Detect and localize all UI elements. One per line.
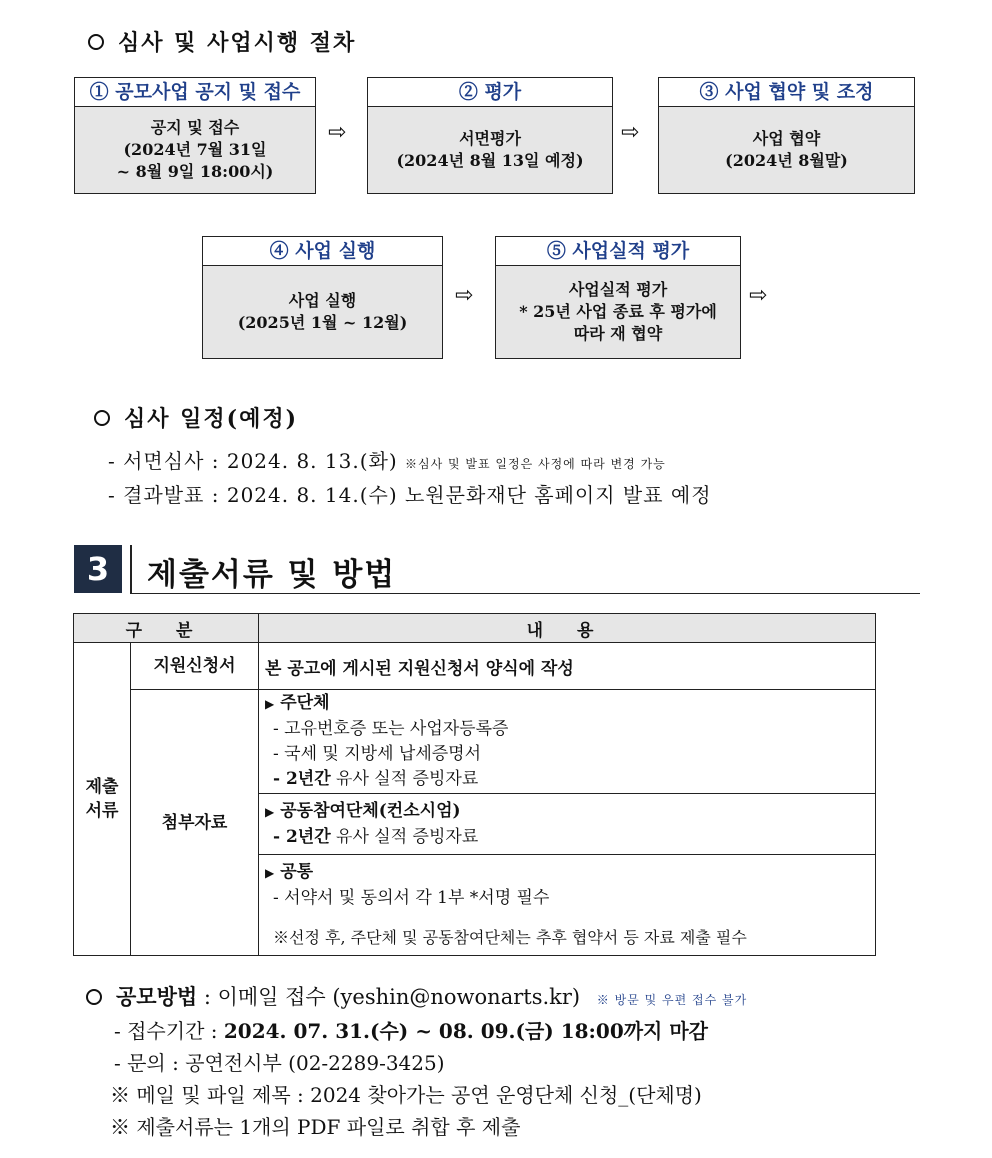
step-3 bbox=[658, 77, 915, 194]
schedule-item-document: - 서면심사 : 2024. 8. 13.(화) ※심사 및 발표 일정은 사정에 따라 변경 가능 bbox=[108, 449, 666, 473]
section-title: 제출서류 및 방법 bbox=[147, 557, 397, 593]
circle-bullet-icon bbox=[94, 410, 110, 426]
circle-bullet-icon bbox=[86, 989, 102, 1005]
method-note: ※ 방문 및 우편 접수 불가 bbox=[596, 993, 748, 1007]
attachment-group-consortium: ▶ 공동참여단체(컨소시엄) - 2년간 유사 실적 증빙자료 bbox=[259, 794, 876, 855]
arrow-right-icon: ⇨ bbox=[328, 120, 347, 145]
step-1 bbox=[74, 77, 316, 194]
inquiry-line: - 문의 : 공연전시부 (02-2289-3425) bbox=[114, 1051, 445, 1075]
step-5 bbox=[495, 236, 741, 359]
section-divider bbox=[130, 545, 132, 593]
category-cell: 제출 서류 bbox=[74, 643, 131, 956]
row-content-application: 본 공고에 게시된 지원신청서 양식에 작성 bbox=[259, 643, 876, 690]
circle-bullet-icon bbox=[88, 34, 104, 50]
note-file-title: ※ 메일 및 파일 제목 : 2024 찾아가는 공연 운영단체 신청_(단체명) bbox=[110, 1083, 702, 1107]
section-number: 3 bbox=[74, 545, 122, 593]
list-item: - 국세 및 지방세 납세증명서 bbox=[273, 744, 482, 764]
schedule-heading: 심사 일정(예정) bbox=[94, 402, 298, 433]
step-body: 공지 및 접수 (2024년 7월 31일 ~ 8월 9일 18:00시) bbox=[75, 107, 315, 193]
step-title: ⑤ 사업실적 평가 bbox=[496, 237, 740, 266]
arrow-right-icon: ⇨ bbox=[455, 283, 474, 308]
table-header-content: 내 용 bbox=[259, 614, 876, 643]
note-single-pdf: ※ 제출서류는 1개의 PDF 파일로 취합 후 제출 bbox=[110, 1115, 521, 1139]
list-item: - 고유번호증 또는 사업자등록증 bbox=[273, 719, 509, 739]
list-item: - 2년간 유사 실적 증빙자료 bbox=[273, 826, 479, 847]
step-2 bbox=[367, 77, 613, 194]
attachment-group-common: ▶ 공통 - 서약서 및 동의서 각 1부 *서명 필수 ※선정 후, 주단체 및 공동참여단체는 추후 협약서 등 자료 제출 필수 bbox=[259, 855, 876, 956]
step-body: 서면평가 (2024년 8월 13일 예정) bbox=[368, 107, 612, 193]
triangle-bullet-icon: ▶ bbox=[265, 866, 275, 880]
procedure-heading: 심사 및 사업시행 절차 bbox=[88, 26, 356, 57]
row-label-application: 지원신청서 bbox=[131, 643, 259, 690]
triangle-bullet-icon: ▶ bbox=[265, 697, 275, 711]
schedule-note: ※심사 및 발표 일정은 사정에 따라 변경 가능 bbox=[405, 457, 666, 471]
step-body: 사업실적 평가 * 25년 사업 종료 후 평가에 따라 재 협약 bbox=[496, 266, 740, 358]
triangle-bullet-icon: ▶ bbox=[265, 804, 275, 819]
arrow-right-icon: ⇨ bbox=[749, 283, 768, 308]
common-note: ※선정 후, 주단체 및 공동참여단체는 추후 협약서 등 자료 제출 필수 bbox=[273, 928, 747, 947]
period-line: - 접수기간 : 2024. 07. 31.(수) ~ 08. 09.(금) 18:00까지 마감 bbox=[114, 1019, 708, 1043]
method-line: 공모방법 : 이메일 접수 (yeshin@nowonarts.kr) ※ 방문 및 우편 접수 불가 bbox=[86, 981, 747, 1011]
arrow-right-icon: ⇨ bbox=[621, 120, 640, 145]
step-4 bbox=[202, 236, 443, 359]
step-title: ④ 사업 실행 bbox=[203, 237, 442, 266]
step-body: 사업 협약 (2024년 8월말) bbox=[659, 107, 914, 193]
attachment-group-main: ▶ 주단체 - 고유번호증 또는 사업자등록증 - 국세 및 지방세 납세증명서 - 2년간 유사 실적 증빙자료 bbox=[259, 690, 876, 794]
list-item: - 서약서 및 동의서 각 1부 *서명 필수 bbox=[273, 888, 550, 908]
schedule-item-result: - 결과발표 : 2024. 8. 14.(수) 노원문화재단 홈페이지 발표 예정 bbox=[108, 483, 712, 507]
table-header-category: 구 분 bbox=[74, 614, 259, 643]
documents-table bbox=[73, 613, 876, 956]
step-body: 사업 실행 (2025년 1월 ~ 12월) bbox=[203, 266, 442, 358]
section-underline bbox=[130, 593, 920, 594]
step-title: ① 공모사업 공지 및 접수 bbox=[75, 78, 315, 107]
step-title: ② 평가 bbox=[368, 78, 612, 107]
step-title: ③ 사업 협약 및 조정 bbox=[659, 78, 914, 107]
list-item: - 2년간 유사 실적 증빙자료 bbox=[273, 769, 479, 789]
row-label-attachments: 첨부자료 bbox=[131, 690, 259, 956]
